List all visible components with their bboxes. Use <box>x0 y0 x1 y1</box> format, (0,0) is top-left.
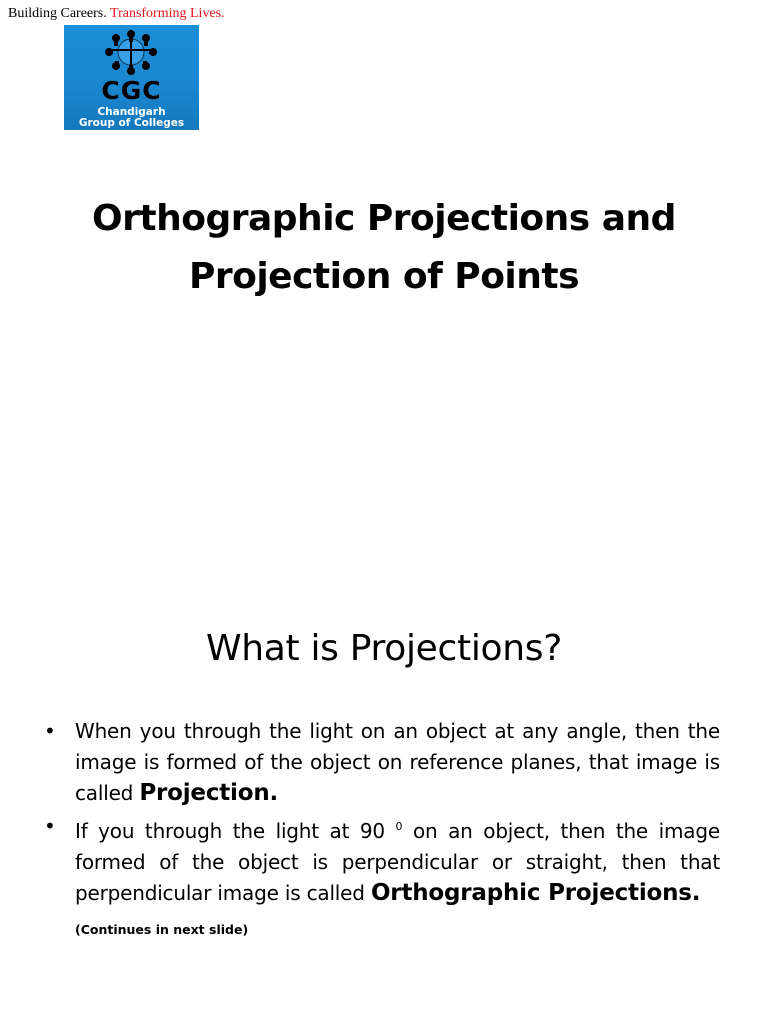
slide-title <box>0 190 768 306</box>
logo-line-2: Group of Colleges <box>78 117 185 129</box>
bullet-emphasis: Orthographic Projections. <box>370 880 701 906</box>
bullet-icon: • <box>44 814 56 838</box>
bullet-icon: • <box>44 719 56 743</box>
logo-abbr: CGC <box>101 76 162 105</box>
list-item <box>44 716 720 809</box>
slide-title-line-2: Projection of Points <box>188 256 580 297</box>
tagline <box>8 5 225 23</box>
bullet-text: When you through the light on an object at any angle, then the image is formed of the object on reference planes, that image is called <box>75 719 720 805</box>
tagline-red: Transforming Lives. <box>110 6 225 21</box>
bullet-text-before: If you through the light at 90 <box>75 819 385 843</box>
bullet-list <box>44 716 720 911</box>
cgc-logo <box>64 25 199 130</box>
continuation-note: (Continues in next slide) <box>75 922 249 937</box>
list-item <box>44 811 720 909</box>
section-heading: What is Projections? <box>205 628 563 669</box>
slide-title-line-1: Orthographic Projections and <box>92 198 676 239</box>
bullet-emphasis: Projection. <box>139 780 279 806</box>
tagline-black: Building Careers. <box>8 6 107 21</box>
degree-superscript: 0 <box>395 820 403 833</box>
bullet-text-after: on an object, then the image formed of the object is perpendicular or straight, then that perpendicular image is called <box>75 819 720 905</box>
logo-line-1: Chandigarh <box>97 106 166 118</box>
